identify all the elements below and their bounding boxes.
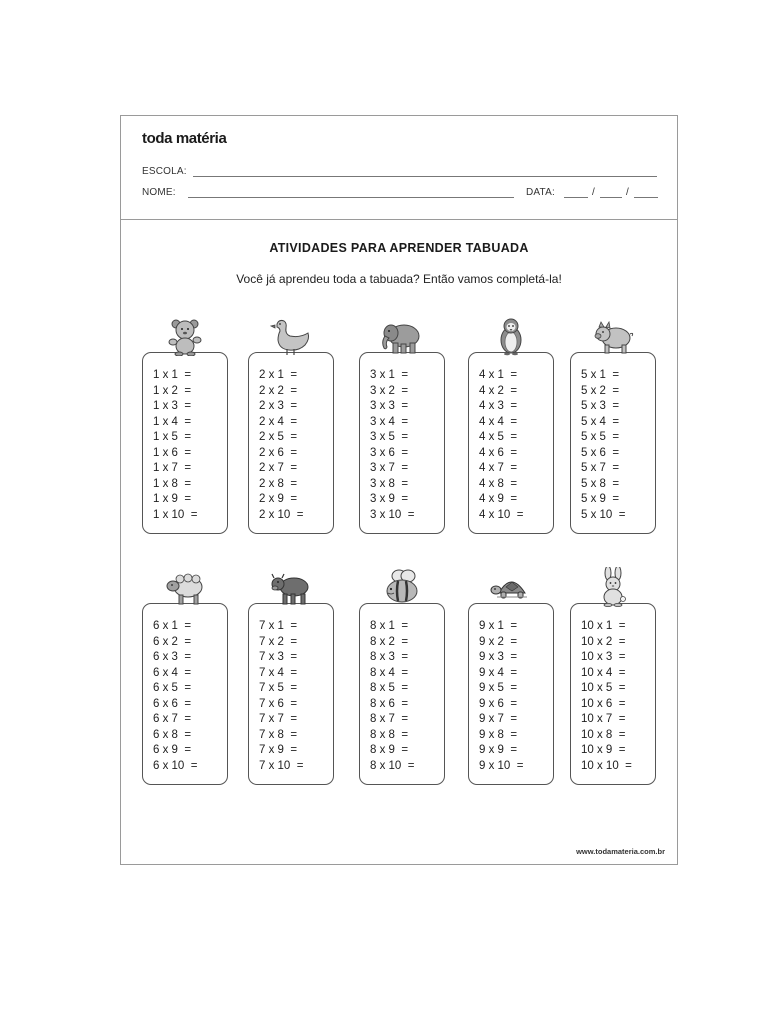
date-year-line[interactable] — [634, 197, 658, 198]
times-table-rows — [259, 368, 303, 523]
multiplication-row[interactable]: 6 x 1 = — [153, 620, 192, 632]
penguin-icon — [489, 316, 533, 356]
multiplication-row[interactable]: 2 x 7 = — [259, 462, 298, 474]
multiplication-row[interactable]: 2 x 10 = — [259, 508, 304, 521]
multiplication-row[interactable]: 3 x 1 = — [370, 369, 409, 381]
multiplication-row[interactable]: 8 x 6 = — [370, 697, 409, 710]
multiplication-row[interactable]: 7 x 9 = — [259, 744, 298, 756]
multiplication-row[interactable]: 8 x 1 = — [370, 620, 409, 632]
multiplication-row[interactable]: 4 x 3 = — [479, 400, 518, 412]
multiplication-row[interactable]: 8 x 7 = — [370, 713, 409, 725]
multiplication-row[interactable]: 2 x 9 = — [259, 493, 298, 505]
multiplication-row[interactable]: 4 x 2 = — [479, 384, 518, 397]
multiplication-row[interactable]: 1 x 7 = — [153, 462, 192, 474]
multiplication-row[interactable]: 1 x 3 = — [153, 400, 192, 412]
multiplication-row[interactable]: 7 x 3 = — [259, 651, 298, 663]
multiplication-row[interactable]: 3 x 2 = — [370, 384, 409, 397]
pig-icon — [591, 316, 635, 356]
elephant-icon — [380, 316, 424, 356]
multiplication-row[interactable]: 1 x 5 = — [153, 431, 192, 443]
multiplication-row[interactable]: 9 x 2 = — [479, 635, 518, 648]
multiplication-row[interactable]: 10 x 10 = — [581, 759, 632, 772]
multiplication-row[interactable]: 10 x 7 = — [581, 713, 626, 725]
cow-icon — [269, 567, 313, 607]
multiplication-row[interactable]: 6 x 10 = — [153, 759, 198, 772]
rabbit-icon — [591, 567, 635, 607]
school-label: ESCOLA: — [142, 166, 187, 177]
times-table-rows — [153, 619, 197, 774]
multiplication-row[interactable]: 5 x 1 = — [581, 369, 620, 381]
times-table-card — [142, 352, 228, 534]
multiplication-row[interactable]: 2 x 6 = — [259, 446, 298, 459]
multiplication-row[interactable]: 10 x 3 = — [581, 651, 626, 663]
multiplication-row[interactable]: 3 x 9 = — [370, 493, 409, 505]
multiplication-row[interactable]: 7 x 2 = — [259, 635, 298, 648]
multiplication-row[interactable]: 8 x 9 = — [370, 744, 409, 756]
sheep-icon — [163, 567, 207, 607]
multiplication-row[interactable]: 6 x 2 = — [153, 635, 192, 648]
multiplication-row[interactable]: 1 x 2 = — [153, 384, 192, 397]
times-table-rows — [581, 619, 632, 774]
times-table-rows — [370, 368, 414, 523]
worksheet-page — [120, 115, 678, 865]
multiplication-row[interactable]: 10 x 5 = — [581, 682, 626, 694]
multiplication-row[interactable]: 1 x 8 = — [153, 477, 192, 490]
times-table-card — [468, 603, 554, 785]
bee-icon — [380, 567, 424, 607]
multiplication-row[interactable]: 4 x 4 = — [479, 415, 518, 428]
multiplication-row[interactable]: 5 x 7 = — [581, 462, 620, 474]
multiplication-row[interactable]: 2 x 3 = — [259, 400, 298, 412]
school-field-line[interactable] — [193, 176, 657, 177]
multiplication-row[interactable]: 9 x 6 = — [479, 697, 518, 710]
multiplication-row[interactable]: 8 x 4 = — [370, 666, 409, 679]
multiplication-row[interactable]: 3 x 10 = — [370, 508, 415, 521]
multiplication-row[interactable]: 3 x 4 = — [370, 415, 409, 428]
times-table-rows — [479, 619, 523, 774]
multiplication-row[interactable]: 5 x 3 = — [581, 400, 620, 412]
times-table-card — [359, 603, 445, 785]
brand-logo: toda matéria — [142, 130, 227, 147]
multiplication-row[interactable]: 2 x 4 = — [259, 415, 298, 428]
multiplication-row[interactable]: 1 x 4 = — [153, 415, 192, 428]
multiplication-row[interactable]: 4 x 5 = — [479, 431, 518, 443]
multiplication-row[interactable]: 4 x 6 = — [479, 446, 518, 459]
multiplication-row[interactable]: 8 x 2 = — [370, 635, 409, 648]
times-table-rows — [581, 368, 625, 523]
date-day-line[interactable] — [564, 197, 588, 198]
worksheet-header — [121, 116, 677, 220]
times-table-card — [570, 603, 656, 785]
worksheet-subtitle: Você já aprendeu toda a tabuada? Então vamos completá-la! — [236, 272, 562, 286]
multiplication-row[interactable]: 6 x 9 = — [153, 744, 192, 756]
name-field-line[interactable] — [188, 197, 514, 198]
turtle-icon — [489, 567, 533, 607]
multiplication-row[interactable]: 1 x 6 = — [153, 446, 192, 459]
times-table-card — [248, 603, 334, 785]
multiplication-row[interactable]: 1 x 10 = — [153, 508, 198, 521]
multiplication-row[interactable]: 6 x 6 = — [153, 697, 192, 710]
footer-url: www.todamateria.com.br — [576, 847, 665, 856]
multiplication-row[interactable]: 9 x 3 = — [479, 651, 518, 663]
multiplication-row[interactable]: 7 x 4 = — [259, 666, 298, 679]
multiplication-row[interactable]: 5 x 10 = — [581, 508, 626, 521]
multiplication-row[interactable]: 7 x 1 = — [259, 620, 298, 632]
multiplication-row[interactable]: 8 x 3 = — [370, 651, 409, 663]
multiplication-row[interactable]: 9 x 8 = — [479, 728, 518, 741]
date-slash: / — [626, 187, 629, 198]
multiplication-row[interactable]: 9 x 10 = — [479, 759, 524, 772]
multiplication-row[interactable]: 4 x 8 = — [479, 477, 518, 490]
multiplication-row[interactable]: 3 x 8 = — [370, 477, 409, 490]
multiplication-row[interactable]: 9 x 5 = — [479, 682, 518, 694]
multiplication-row[interactable]: 6 x 4 = — [153, 666, 192, 679]
multiplication-row[interactable]: 10 x 2 = — [581, 635, 626, 648]
multiplication-row[interactable]: 6 x 7 = — [153, 713, 192, 725]
multiplication-row[interactable]: 5 x 6 = — [581, 446, 620, 459]
date-month-line[interactable] — [600, 197, 622, 198]
times-table-rows — [370, 619, 414, 774]
multiplication-row[interactable]: 8 x 10 = — [370, 759, 415, 772]
multiplication-row[interactable]: 2 x 5 = — [259, 431, 298, 443]
multiplication-row[interactable]: 4 x 1 = — [479, 369, 518, 381]
multiplication-row[interactable]: 7 x 5 = — [259, 682, 298, 694]
worksheet-title: ATIVIDADES PARA APRENDER TABUADA — [269, 241, 529, 255]
date-label: DATA: — [526, 187, 555, 198]
multiplication-row[interactable]: 3 x 6 = — [370, 446, 409, 459]
multiplication-row[interactable]: 5 x 4 = — [581, 415, 620, 428]
times-table-card — [359, 352, 445, 534]
times-table-card — [468, 352, 554, 534]
multiplication-row[interactable]: 10 x 8 = — [581, 728, 626, 741]
multiplication-row[interactable]: 7 x 10 = — [259, 759, 304, 772]
multiplication-row[interactable]: 4 x 9 = — [479, 493, 518, 505]
multiplication-row[interactable]: 4 x 7 = — [479, 462, 518, 474]
times-table-card — [248, 352, 334, 534]
multiplication-row[interactable]: 8 x 8 = — [370, 728, 409, 741]
multiplication-row[interactable]: 4 x 10 = — [479, 508, 524, 521]
multiplication-row[interactable]: 3 x 5 = — [370, 431, 409, 443]
multiplication-row[interactable]: 10 x 1 = — [581, 620, 626, 632]
times-table-card — [570, 352, 656, 534]
times-table-rows — [153, 368, 197, 523]
multiplication-row[interactable]: 2 x 1 = — [259, 369, 298, 381]
times-table-rows — [479, 368, 523, 523]
multiplication-row[interactable]: 10 x 9 = — [581, 744, 626, 756]
multiplication-row[interactable]: 1 x 1 = — [153, 369, 192, 381]
multiplication-row[interactable]: 3 x 7 = — [370, 462, 409, 474]
multiplication-row[interactable]: 7 x 8 = — [259, 728, 298, 741]
teddy-bear-icon — [163, 316, 207, 356]
multiplication-row[interactable]: 10 x 4 = — [581, 666, 626, 679]
multiplication-row[interactable]: 5 x 5 = — [581, 431, 620, 443]
multiplication-row[interactable]: 6 x 3 = — [153, 651, 192, 663]
multiplication-row[interactable]: 6 x 8 = — [153, 728, 192, 741]
multiplication-row[interactable]: 6 x 5 = — [153, 682, 192, 694]
times-table-rows — [259, 619, 303, 774]
multiplication-row[interactable]: 9 x 4 = — [479, 666, 518, 679]
multiplication-row[interactable]: 9 x 1 = — [479, 620, 518, 632]
multiplication-row[interactable]: 9 x 7 = — [479, 713, 518, 725]
goose-icon — [269, 316, 313, 356]
multiplication-row[interactable]: 9 x 9 = — [479, 744, 518, 756]
multiplication-row[interactable]: 2 x 2 = — [259, 384, 298, 397]
multiplication-row[interactable]: 5 x 8 = — [581, 477, 620, 490]
times-table-card — [142, 603, 228, 785]
multiplication-row[interactable]: 8 x 5 = — [370, 682, 409, 694]
multiplication-row[interactable]: 5 x 9 = — [581, 493, 620, 505]
date-slash: / — [592, 187, 595, 198]
multiplication-row[interactable]: 10 x 6 = — [581, 697, 626, 710]
multiplication-row[interactable]: 2 x 8 = — [259, 477, 298, 490]
multiplication-row[interactable]: 7 x 7 = — [259, 713, 298, 725]
multiplication-row[interactable]: 1 x 9 = — [153, 493, 192, 505]
multiplication-row[interactable]: 3 x 3 = — [370, 400, 409, 412]
name-label: NOME: — [142, 187, 176, 198]
multiplication-row[interactable]: 5 x 2 = — [581, 384, 620, 397]
multiplication-row[interactable]: 7 x 6 = — [259, 697, 298, 710]
